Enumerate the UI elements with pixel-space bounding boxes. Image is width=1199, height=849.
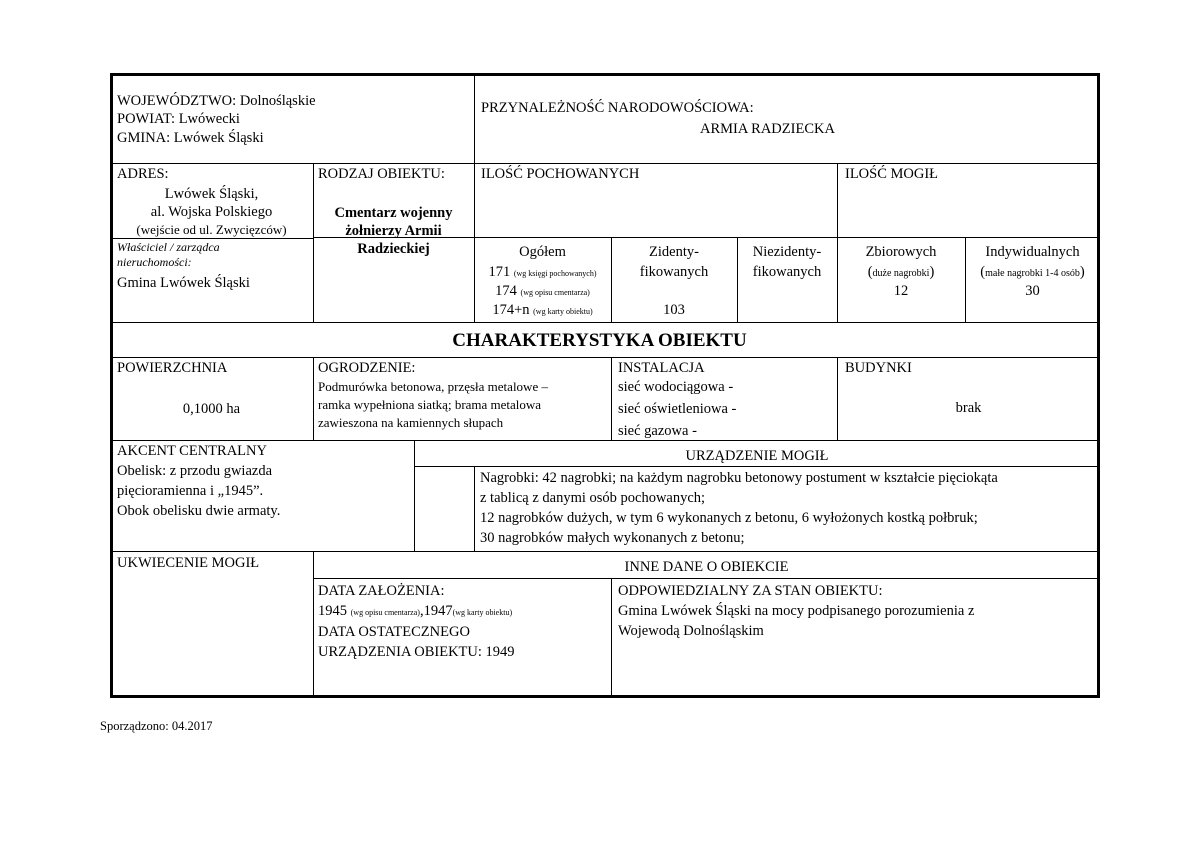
data-zal-label: DATA ZAŁOŻENIA: [318,583,445,599]
indywidualnych-note: (małe nagrobki 1-4 osób) [980,264,1085,280]
ogrodzenie-line2: ramka wypełniona siatką; brama metalowa [318,397,542,412]
ogrodzenie-label: OGRODZENIE: [318,360,416,376]
instalacja-line2: sieć oświetleniowa - [618,401,737,417]
odp-label: ODPOWIEDZIALNY ZA STAN OBIEKTU: [618,583,883,599]
zbiorowych-note: (duże nagrobki) [867,264,935,280]
divider [110,163,1100,164]
owner-value: Gmina Lwówek Śląski [117,275,250,291]
adres-label: ADRES: [117,166,169,182]
divider [474,73,475,163]
budynki-label: BUDYNKI [845,360,912,376]
budynki-value: brak [955,400,982,416]
divider [474,466,475,551]
niezidentyfikowanych-l2: fikowanych [752,264,822,280]
adres-line3: (wejście od ul. Zwycięzców) [136,222,287,237]
ogolem-label: Ogółem [519,244,566,260]
przynaleznosc-label: PRZYNALEŻNOŚĆ NARODOWOŚCIOWA: [481,100,754,116]
divider [611,578,612,698]
data-zal-values: 1945 (wg opisu cmentarza),1947(wg karty obiektu) [318,603,513,619]
adres-line2: al. Wojska Polskiego [150,204,273,220]
divider [313,357,314,440]
akcent-label: AKCENT CENTRALNY [117,443,267,459]
charakterystyka-title: CHARAKTERYSTYKA OBIEKTU [452,330,747,351]
akcent-line3: Obok obelisku dwie armaty. [117,503,281,519]
ogolem-v3: 174+n (wg karty obiektu) [492,302,593,318]
ogrodzenie-line3: zawieszona na kamiennych słupach [318,415,504,430]
instalacja-line1: sieć wodociągowa - [618,379,734,395]
wojewodztwo: WOJEWÓDZTWO: Dolnośląskie [117,93,316,109]
divider [110,322,1100,323]
zidentyfikowanych-l2: fikowanych [639,264,709,280]
urzadzenie-line3: 12 nagrobków dużych, w tym 6 wykonanych z betonu, 6 wyłożonych kostką połbruk; [480,510,978,526]
footer-date: Sporządzono: 04.2017 [100,719,213,733]
urzadzenie-line4: 30 nagrobków małych wykonanych z betonu; [480,530,745,546]
divider [313,578,1100,579]
owner-label1: Właściciel / zarządca [117,240,220,254]
zbiorowych-value: 12 [893,283,909,299]
zidentyfikowanych-l1: Zidenty- [649,244,699,260]
urzadzenie-line2: z tablicą z danymi osób pochowanych; [480,490,706,506]
divider [110,440,1100,441]
mogil-label: ILOŚĆ MOGIŁ [845,166,939,182]
rodzaj-line3: Radzieckiej [357,241,430,257]
owner-label2: nieruchomości: [117,255,192,269]
rodzaj-line1: Cmentarz wojenny [334,205,453,221]
odp-line2: Wojewodą Dolnośląskim [618,623,764,639]
inne-label: INNE DANE O OBIEKCIE [624,559,789,575]
divider [611,357,612,440]
divider [110,551,1100,552]
ogolem-v2: 174 (wg opisu cmentarza) [495,283,590,299]
data-ost-l2: URZĄDZENIA OBIEKTU: 1949 [318,644,515,660]
pochowanych-label: ILOŚĆ POCHOWANYCH [481,166,640,182]
gmina: GMINA: Lwówek Śląski [117,130,264,146]
powiat: POWIAT: Lwówecki [117,111,240,127]
powierzchnia-label: POWIERZCHNIA [117,360,228,376]
data-ost-l1: DATA OSTATECZNEGO [318,624,470,640]
ogrodzenie-line1: Podmurówka betonowa, przęsła metalowe – [318,379,548,394]
akcent-line1: Obelisk: z przodu gwiazda [117,463,273,479]
instalacja-line3: sieć gazowa - [618,423,697,439]
adres-line1: Lwówek Śląski, [164,186,259,202]
niezidentyfikowanych-l1: Niezidenty- [752,244,822,260]
urzadzenie-label: URZĄDZENIE MOGIŁ [685,448,829,464]
przynaleznosc-value: ARMIA RADZIECKA [700,121,835,137]
ukwiecenie-label: UKWIECENIE MOGIŁ [117,555,260,571]
divider [110,238,313,239]
divider [414,466,1100,467]
indywidualnych-value: 30 [1025,283,1040,299]
instalacja-label: INSTALACJA [618,360,705,376]
powierzchnia-value: 0,1000 ha [182,401,241,417]
zidentyfikowanych-value: 103 [663,302,685,318]
rodzaj-label: RODZAJ OBIEKTU: [318,166,445,182]
indywidualnych-label: Indywidualnych [985,244,1080,260]
rodzaj-line2: żołnierzy Armii [345,223,442,239]
ogolem-v1: 171 (wg księgi pochowanych) [488,264,597,280]
zbiorowych-label: Zbiorowych [865,244,937,260]
divider [110,357,1100,358]
akcent-line2: pięcioramienna i „1945”. [117,483,264,499]
odp-line1: Gmina Lwówek Śląski na mocy podpisanego porozumienia z [618,603,975,619]
urzadzenie-line1: Nagrobki: 42 nagrobki; na każdym nagrobku betonowy postument w kształcie pięciokąta [480,470,998,486]
